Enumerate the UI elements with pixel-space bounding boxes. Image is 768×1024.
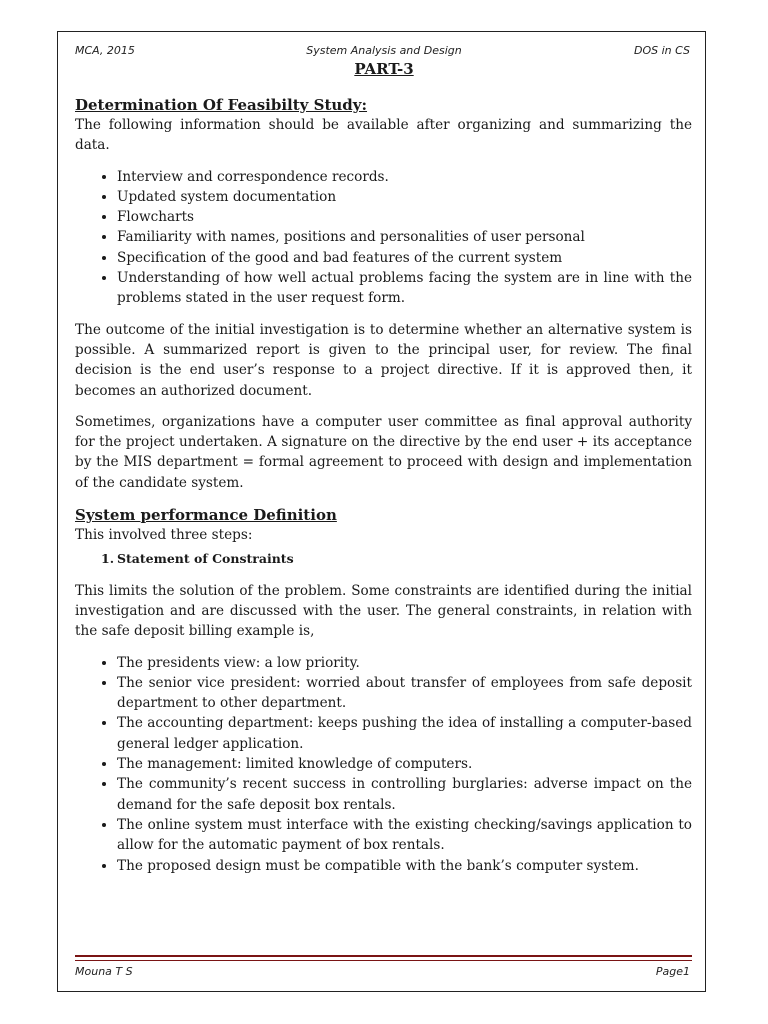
- list-item: • Flowcharts: [117, 207, 692, 227]
- footer-author: Mouna T S: [75, 965, 133, 978]
- step-label: Statement of Constraints: [117, 551, 294, 567]
- header-department: DOS in CS: [634, 44, 690, 57]
- step-number: 1.: [101, 551, 115, 567]
- list-item: • The presidents view: a low priority.: [117, 653, 692, 673]
- outcome-paragraph: The outcome of the initial investigation is to determine whether an alternative system is possible. A summarized report is given to the principal user, for review. The final decision is the end user’s response to a project directive. If it is approved then, it becomes an authorized document.: [75, 321, 692, 399]
- list-item: • The management: limited knowledge of computers.: [117, 754, 692, 774]
- step-item: [101, 549, 692, 569]
- steps-list: [75, 549, 692, 569]
- committee-paragraph: Sometimes, organizations have a computer user committee as final approval authority for the project undertaken. A signature on the directive by the end user + its acceptance by the MIS department = formal agreement to proceed with design and implementation of the candidate system.: [75, 413, 692, 491]
- list-item: • Understanding of how well actual problems facing the system are in line with the problems stated in the user request form.: [117, 268, 692, 309]
- list-item: • Familiarity with names, positions and personalities of user personal: [117, 227, 692, 247]
- performance-intro: This involved three steps:: [75, 527, 253, 544]
- list-item: • The accounting department: keeps pushing the idea of installing a computer-based general ledger application.: [117, 713, 692, 754]
- header-course: MCA, 2015: [75, 44, 135, 57]
- document-body: [75, 95, 692, 876]
- feasibility-list: [75, 167, 692, 309]
- list-item: • The online system must interface with the existing checking/savings application to allow for the automatic payment of box rentals.: [117, 815, 692, 856]
- part-title: PART-3: [354, 60, 414, 78]
- footer-rule-thick: [75, 955, 692, 957]
- header-subject: System Analysis and Design: [306, 44, 462, 57]
- constraints-list: [75, 653, 692, 876]
- footer-rule-thin: [75, 960, 692, 961]
- list-item: • Specification of the good and bad features of the current system: [117, 248, 692, 268]
- list-item: • The proposed design must be compatible with the bank’s computer system.: [117, 856, 692, 876]
- list-item: • The senior vice president: worried about transfer of employees from safe deposit department to other department.: [117, 673, 692, 714]
- list-item: • The community’s recent success in controlling burglaries: adverse impact on the demand for the safe deposit box rentals.: [117, 774, 692, 815]
- section-heading-performance: System performance Definition: [75, 506, 337, 525]
- section-heading-feasibility: Determination Of Feasibilty Study:: [75, 96, 368, 114]
- feasibility-intro: The following information should be available after organizing and summarizing the data.: [75, 117, 692, 154]
- footer-page-number: Page1: [655, 965, 690, 978]
- list-item: • Interview and correspondence records.: [117, 167, 692, 187]
- constraints-paragraph: This limits the solution of the problem. Some constraints are identified during the initial investigation and are discussed with the user. The general constraints, in relation with the safe deposit billing example is,: [75, 582, 692, 640]
- list-item: • Updated system documentation: [117, 187, 692, 207]
